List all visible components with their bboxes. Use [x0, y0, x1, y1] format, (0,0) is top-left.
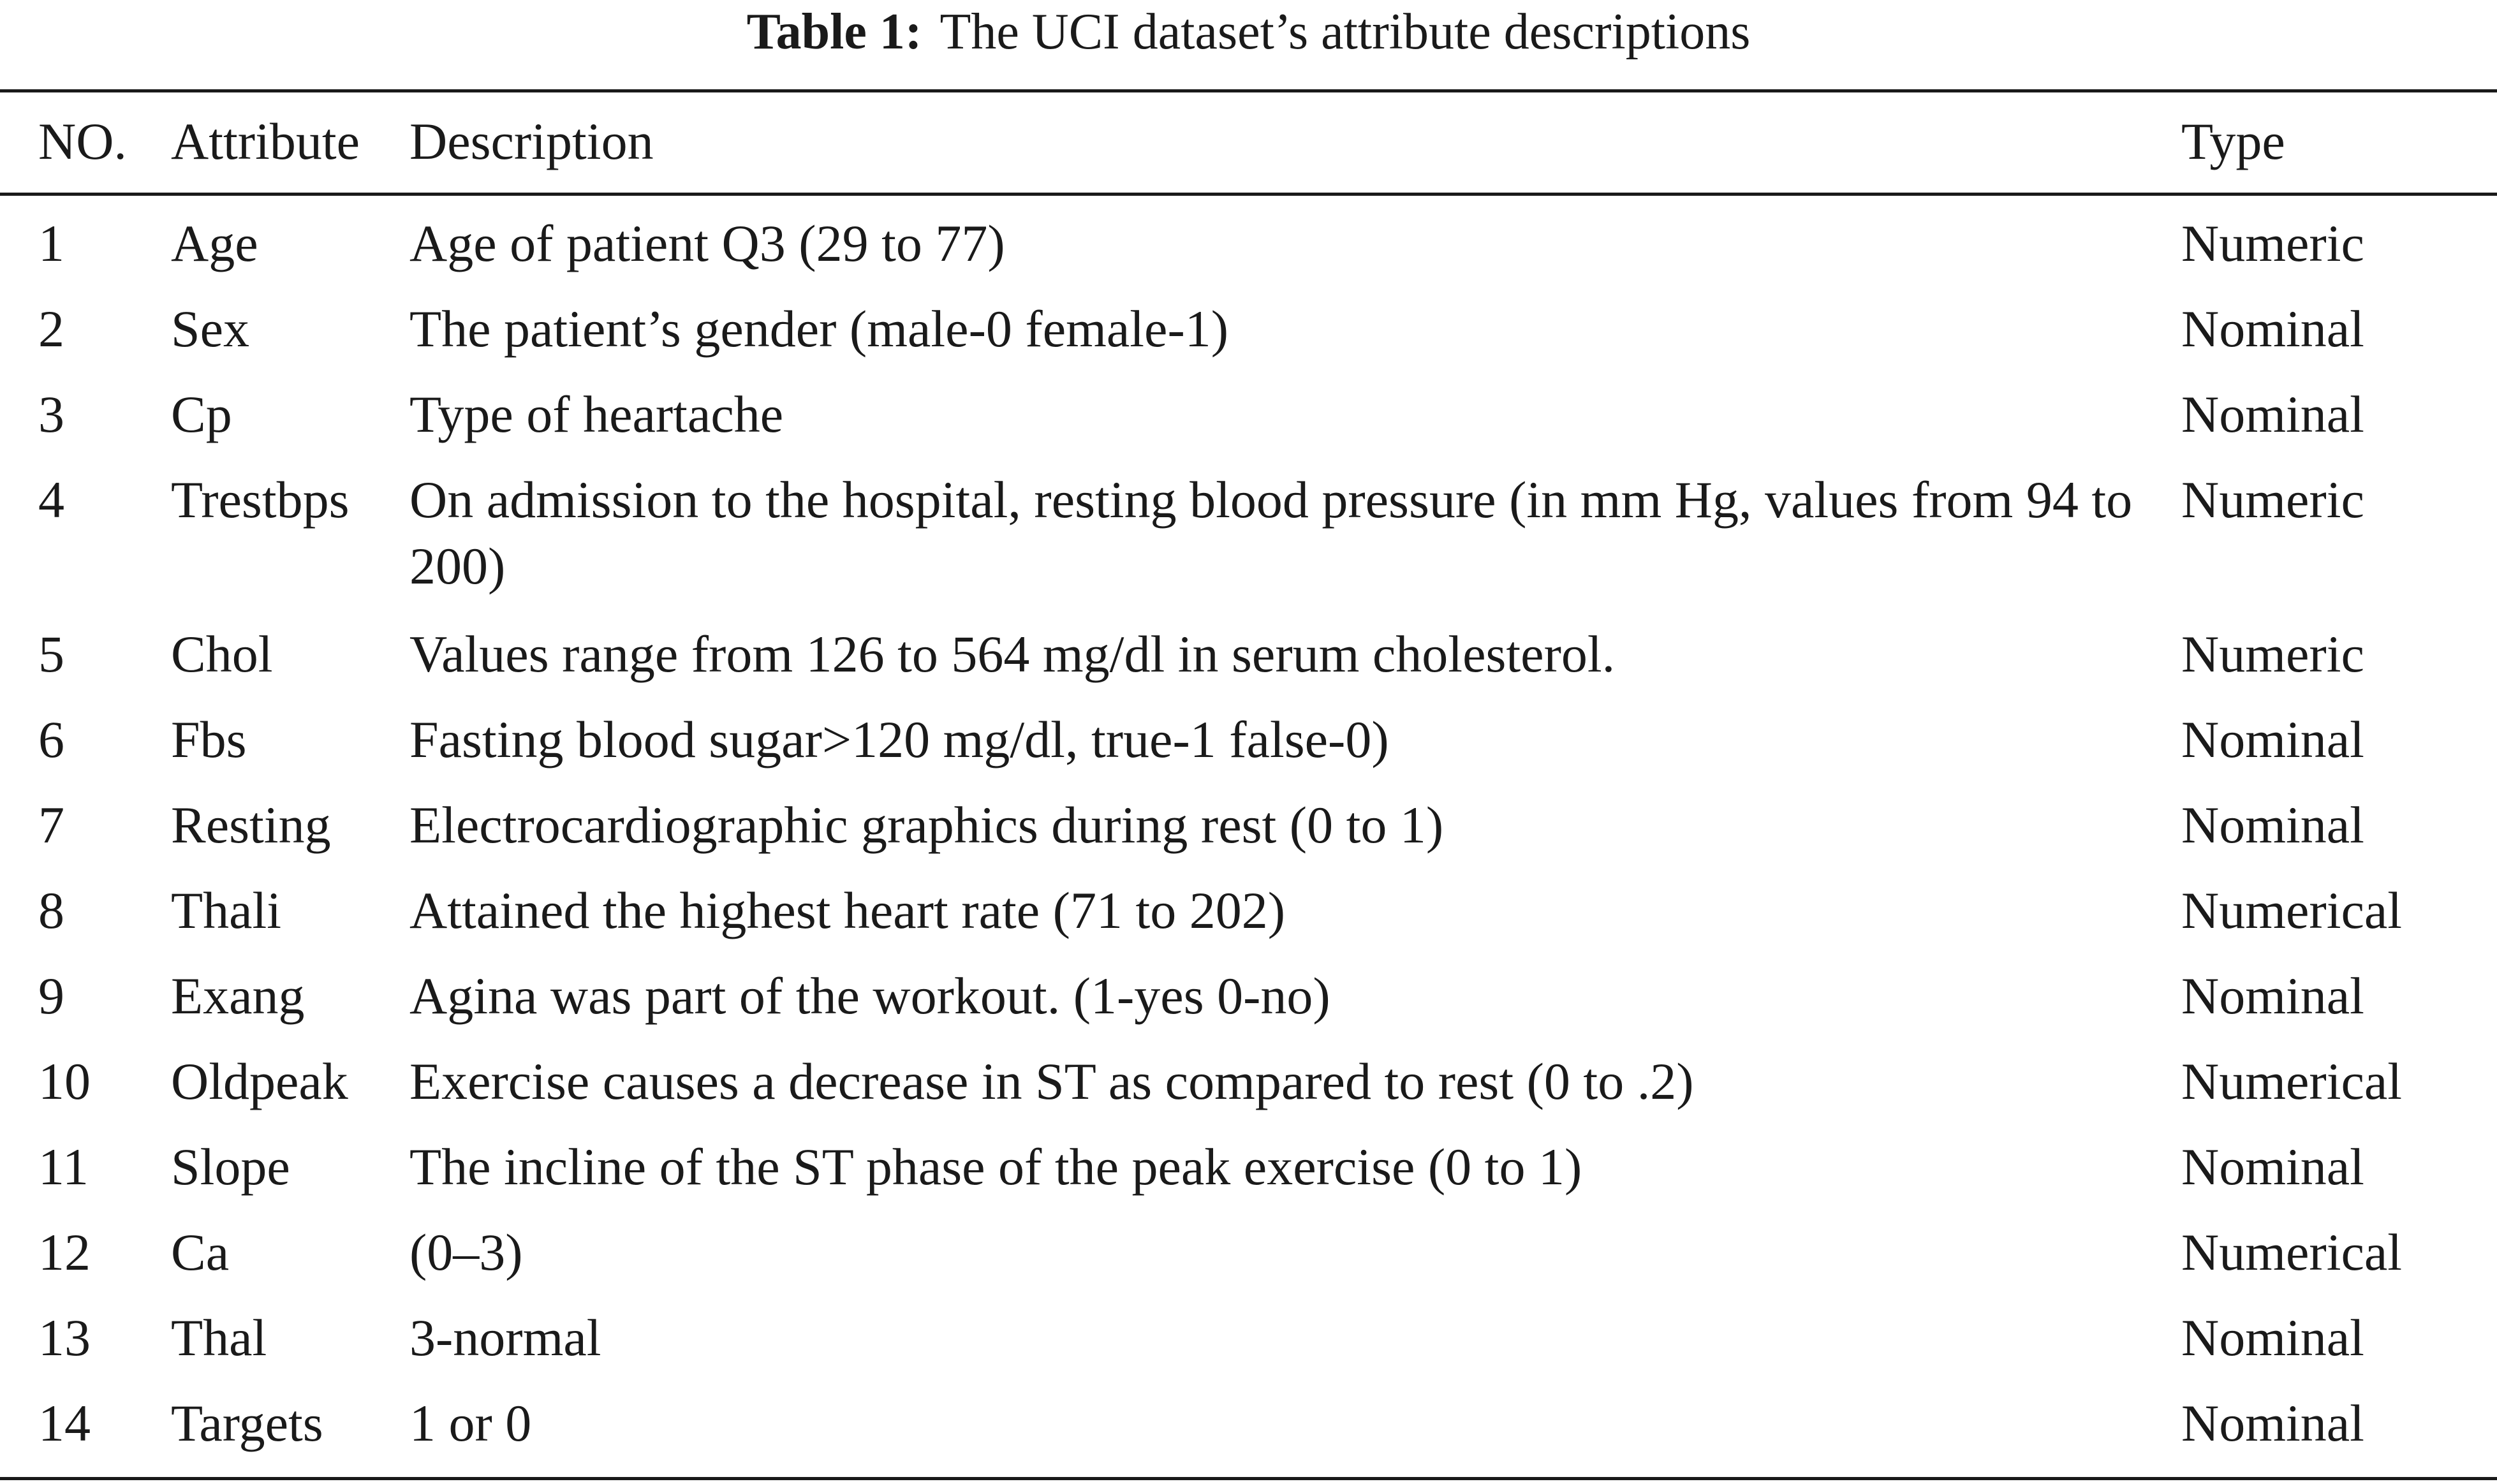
- row-no: 13: [38, 1309, 91, 1367]
- row-type: Numerical: [2181, 881, 2403, 939]
- row-no: 14: [38, 1394, 91, 1452]
- row-type: Numeric: [2181, 625, 2364, 683]
- row-no: 8: [38, 881, 64, 939]
- table-bottom-rule: [0, 1477, 2497, 1480]
- row-no: 11: [38, 1138, 89, 1196]
- table-top-rule: [0, 89, 2497, 92]
- row-no: 3: [38, 385, 64, 443]
- row-description: Values range from 126 to 564 mg/dl in serum cholesterol.: [409, 625, 1616, 683]
- row-description: Attained the highest heart rate (71 to 202): [409, 881, 1286, 939]
- row-attribute: Cp: [171, 385, 232, 443]
- row-type: Nominal: [2181, 796, 2364, 854]
- row-no: 5: [38, 625, 64, 683]
- row-description: 3-normal: [409, 1309, 601, 1367]
- row-attribute: Sex: [171, 300, 249, 358]
- row-description: On admission to the hospital, resting blood pressure (in mm Hg, values from 94 to 200): [409, 471, 2133, 595]
- row-attribute: Fbs: [171, 710, 247, 768]
- row-attribute: Age: [171, 214, 258, 272]
- row-type: Nominal: [2181, 1138, 2364, 1196]
- row-no: 1: [38, 214, 64, 272]
- row-type: Nominal: [2181, 1394, 2364, 1452]
- row-type: Nominal: [2181, 967, 2364, 1025]
- row-description: (0–3): [409, 1223, 523, 1281]
- header-no: NO.: [38, 112, 127, 170]
- row-description: Fasting blood sugar>120 mg/dl, true-1 false-0): [409, 710, 1389, 768]
- row-no: 7: [38, 796, 64, 854]
- row-type: Numerical: [2181, 1052, 2403, 1110]
- row-no: 6: [38, 710, 64, 768]
- row-attribute: Chol: [171, 625, 273, 683]
- header-type: Type: [2181, 112, 2285, 170]
- row-description: Exercise causes a decrease in ST as compared to rest (0 to .2): [409, 1052, 1694, 1110]
- row-type: Nominal: [2181, 300, 2364, 358]
- table-caption-label: Table 1:: [746, 3, 922, 60]
- row-attribute: Exang: [171, 967, 305, 1025]
- row-type: Nominal: [2181, 385, 2364, 443]
- row-attribute: Oldpeak: [171, 1052, 348, 1110]
- row-type: Numeric: [2181, 471, 2364, 529]
- table-caption-text: The UCI dataset’s attribute descriptions: [939, 3, 1751, 60]
- row-description: 1 or 0: [409, 1394, 532, 1452]
- row-attribute: Resting: [171, 796, 331, 854]
- row-attribute: Targets: [171, 1394, 323, 1452]
- row-type: Numerical: [2181, 1223, 2403, 1281]
- row-no: 2: [38, 300, 64, 358]
- header-attribute: Attribute: [171, 112, 360, 170]
- table-header-rule: [0, 193, 2497, 196]
- row-no: 10: [38, 1052, 91, 1110]
- row-attribute: Slope: [171, 1138, 290, 1196]
- row-description: Electrocardiographic graphics during rest (0 to 1): [409, 796, 1444, 854]
- table-caption: [0, 0, 2497, 64]
- row-attribute: Thal: [171, 1309, 267, 1367]
- row-type: Numeric: [2181, 214, 2364, 272]
- row-description: Agina was part of the workout. (1-yes 0-no): [409, 967, 1330, 1025]
- row-description: Age of patient Q3 (29 to 77): [409, 214, 1005, 272]
- row-type: Nominal: [2181, 1309, 2364, 1367]
- row-attribute: Ca: [171, 1223, 230, 1281]
- header-description: Description: [409, 112, 654, 170]
- row-attribute: Thali: [171, 881, 282, 939]
- row-no: 4: [38, 471, 64, 529]
- row-description: The incline of the ST phase of the peak exercise (0 to 1): [409, 1138, 1582, 1196]
- row-description: Type of heartache: [409, 385, 784, 443]
- row-type: Nominal: [2181, 710, 2364, 768]
- row-no: 9: [38, 967, 64, 1025]
- row-description: The patient’s gender (male-0 female-1): [409, 300, 1229, 358]
- row-no: 12: [38, 1223, 91, 1281]
- row-attribute: Trestbps: [171, 471, 350, 529]
